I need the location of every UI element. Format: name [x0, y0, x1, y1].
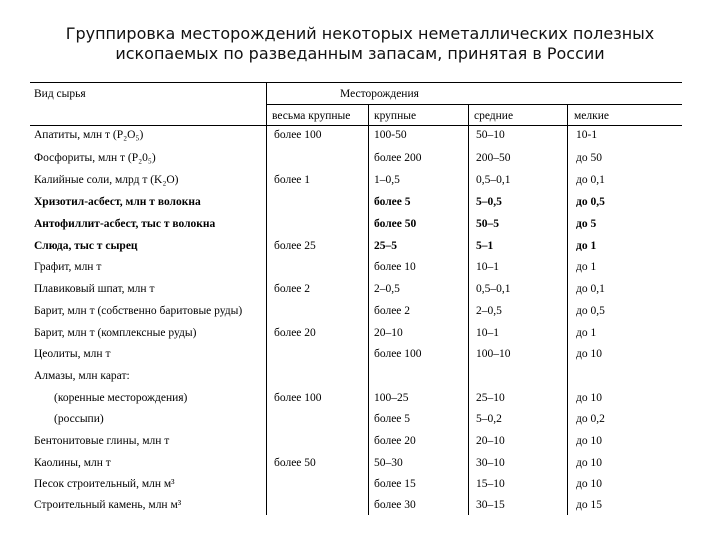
- row-cell: более 20: [374, 435, 416, 447]
- row-name: (коренные месторождения): [54, 392, 188, 404]
- row-cell: до 0,5: [576, 196, 605, 208]
- row-cell: 50–30: [374, 457, 403, 469]
- row-cell: 30–10: [476, 457, 505, 469]
- row-name: Строительный камень, млн м³: [34, 499, 182, 511]
- row-cell: более 100: [274, 392, 322, 404]
- row-cell: более 25: [274, 240, 316, 252]
- row-cell: 100-50: [374, 129, 407, 141]
- row-cell: более 20: [274, 327, 316, 339]
- row-cell: 200–50: [476, 152, 511, 164]
- column-divider: [266, 83, 267, 515]
- row-name: Графит, млн т: [34, 261, 102, 273]
- row-cell: более 200: [374, 152, 422, 164]
- row-cell: 25–5: [374, 240, 397, 252]
- row-name: Песок строительный, млн м³: [34, 478, 175, 490]
- row-cell: до 0,5: [576, 305, 605, 317]
- table-top-border: [30, 82, 682, 83]
- row-cell: 2–0,5: [476, 305, 502, 317]
- row-cell: 20–10: [476, 435, 505, 447]
- row-cell: 0,5–0,1: [476, 174, 511, 186]
- row-cell: до 5: [576, 218, 597, 230]
- row-cell: до 10: [576, 435, 602, 447]
- row-cell: 0,5–0,1: [476, 283, 511, 295]
- row-name: Цеолиты, млн т: [34, 348, 111, 360]
- column-divider: [567, 105, 568, 515]
- row-name: Алмазы, млн карат:: [34, 370, 130, 382]
- row-name: Каолины, млн т: [34, 457, 111, 469]
- header-vid-syrya: Вид сырья: [34, 88, 86, 100]
- row-cell: 5–0,2: [476, 413, 502, 425]
- row-cell: 10–1: [476, 327, 499, 339]
- page-title-line-2: ископаемых по разведанным запасам, принятая в России: [115, 44, 605, 63]
- header-col-very-large: весьма крупные: [272, 110, 351, 122]
- row-cell: более 1: [274, 174, 311, 186]
- row-cell: 50–10: [476, 129, 505, 141]
- row-cell: 100–25: [374, 392, 409, 404]
- row-name: Барит, млн т (комплексные руды): [34, 327, 197, 339]
- row-cell: до 0,1: [576, 283, 605, 295]
- row-cell: до 0,2: [576, 413, 605, 425]
- row-name: Апатиты, млн т (P₂O₅): [34, 129, 144, 141]
- row-cell: более 15: [374, 478, 416, 490]
- row-cell: 2–0,5: [374, 283, 400, 295]
- header-bottom-border: [30, 125, 682, 126]
- row-cell: до 10: [576, 392, 602, 404]
- row-cell: до 1: [576, 240, 597, 252]
- header-subdivider: [266, 104, 682, 105]
- row-cell: более 5: [374, 413, 411, 425]
- row-cell: 10-1: [576, 129, 598, 141]
- row-cell: более 30: [374, 499, 416, 511]
- row-name: (россыпи): [54, 413, 104, 425]
- row-cell: 30–15: [476, 499, 505, 511]
- row-cell: до 1: [576, 261, 597, 273]
- row-name: Слюда, тыс т сырец: [34, 240, 138, 252]
- row-name: Барит, млн т (собственно баритовые руды): [34, 305, 243, 317]
- header-col-large: крупные: [374, 110, 417, 122]
- row-cell: до 10: [576, 457, 602, 469]
- row-cell: более 10: [374, 261, 416, 273]
- row-name: Хризотил-асбест, млн т волокна: [34, 196, 201, 208]
- row-cell: 100–10: [476, 348, 511, 360]
- row-cell: 5–0,5: [476, 196, 502, 208]
- header-mestorozhdeniya: Месторождения: [340, 88, 419, 100]
- column-divider: [468, 105, 469, 515]
- row-cell: более 2: [274, 283, 311, 295]
- row-name: Бентонитовые глины, млн т: [34, 435, 170, 447]
- row-cell: 25–10: [476, 392, 505, 404]
- row-cell: более 100: [374, 348, 422, 360]
- column-divider: [368, 105, 369, 515]
- row-cell: более 50: [374, 218, 417, 230]
- row-cell: до 10: [576, 478, 602, 490]
- row-name: Плавиковый шпат, млн т: [34, 283, 155, 295]
- page-title-line-1: Группировка месторождений некоторых неметаллических полезных: [65, 24, 655, 43]
- row-cell: более 100: [274, 129, 322, 141]
- row-cell: до 1: [576, 327, 597, 339]
- row-cell: до 10: [576, 348, 602, 360]
- row-cell: 1–0,5: [374, 174, 400, 186]
- row-cell: до 50: [576, 152, 602, 164]
- row-name: Фосфориты, млн т (P₂0₅): [34, 152, 156, 164]
- row-cell: до 0,1: [576, 174, 605, 186]
- header-col-medium: средние: [474, 110, 514, 122]
- row-cell: более 50: [274, 457, 316, 469]
- row-cell: 20–10: [374, 327, 403, 339]
- row-name: Калийные соли, млрд т (K₂O): [34, 174, 179, 186]
- row-cell: 10–1: [476, 261, 499, 273]
- header-col-small: мелкие: [574, 110, 609, 122]
- row-cell: более 5: [374, 196, 411, 208]
- row-cell: до 15: [576, 499, 602, 511]
- row-cell: 5–1: [476, 240, 494, 252]
- row-cell: 50–5: [476, 218, 499, 230]
- row-cell: более 2: [374, 305, 411, 317]
- row-name: Антофиллит-асбест, тыс т волокна: [34, 218, 216, 230]
- row-cell: 15–10: [476, 478, 505, 490]
